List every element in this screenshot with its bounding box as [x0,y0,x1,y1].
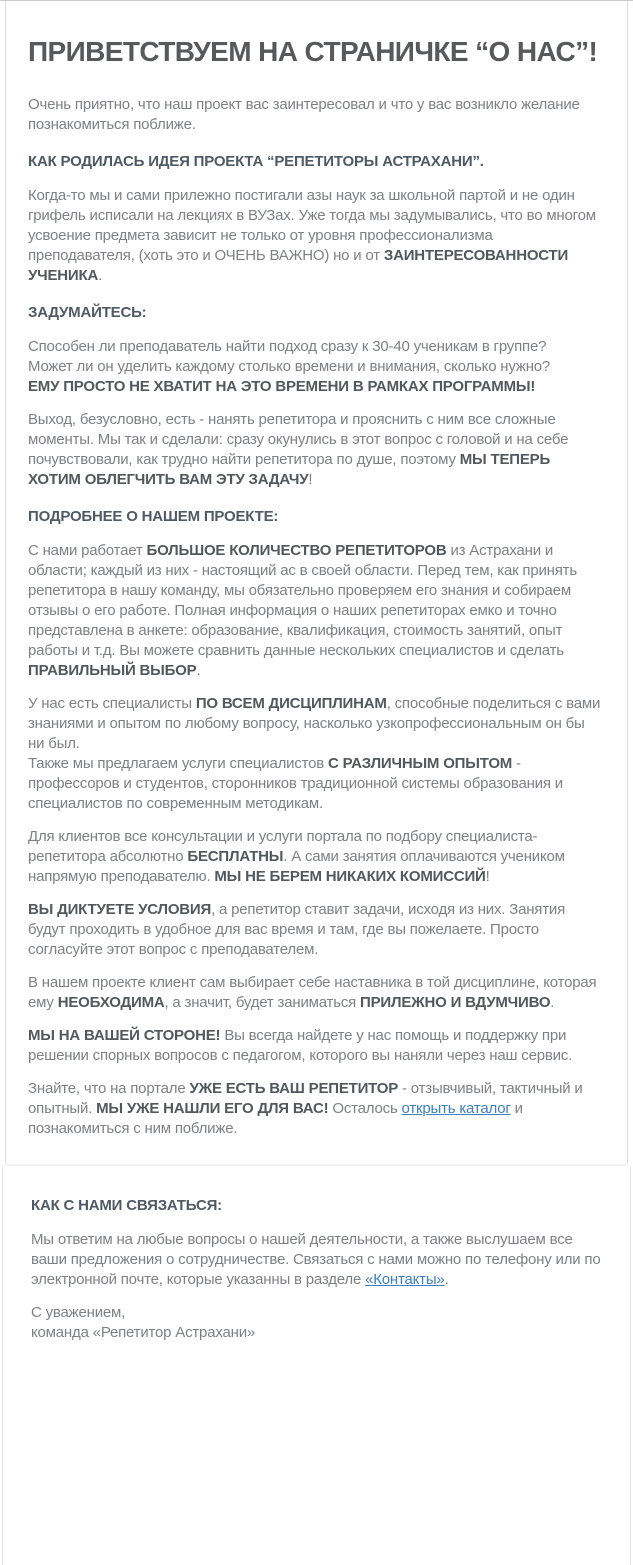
paragraph [28,186,601,286]
text-segment: . [196,662,201,679]
bold-text: ЗАИНТЕРЕСОВАННОСТИ УЧЕНИКА [28,247,569,284]
paragraph [28,1079,601,1139]
bold-text: МЫ ТЕПЕРЬ ХОТИМ ОБЛЕГЧИТЬ ВАМ ЭТУ ЗАДАЧУ [28,451,551,488]
bold-text: УЖЕ ЕСТЬ ВАШ РЕПЕТИТОР [189,1080,399,1097]
text-segment: КАК С НАМИ СВЯЗАТЬСЯ: [31,1197,222,1214]
text-segment: . [98,267,103,284]
bold-text: БОЛЬШОЕ КОЛИЧЕСТВО РЕПЕТИТОРОВ [146,542,447,559]
text-segment: Вы всегда найдете у нас помощь и поддержку при решении спорных вопросов с педагогом, которого вы наняли через наш сервис. [28,1027,573,1064]
text-segment: ЗАДУМАЙТЕСЬ: [28,304,147,321]
text-segment: . [444,1271,449,1288]
contact-content [31,1196,606,1343]
contacts-link[interactable]: «Контакты» [365,1271,445,1288]
text-segment: С нами работает [28,542,147,559]
text-segment: С уважением, [31,1304,126,1321]
text-segment: Знайте, что на портале [28,1080,190,1097]
text-segment: . А сами занятия оплачиваются учеником напрямую преподавателю. [28,848,565,885]
text-segment: , а репетитор ставит задачи, исходя из них. Занятия будут проходить в удобное для вас время и там, где вы пожелаете. Просто согласуйте этот вопрос с преподавателем. [28,901,566,958]
text-segment: ! [308,471,313,488]
text-segment: . [550,994,555,1011]
text-segment: Мы ответим на любые вопросы о нашей деятельности, а также выслушаем все ваши предложения о сотрудничестве. Связаться с нами можно по телефону или по электронной почте, которые указанны в разделе [31,1231,601,1288]
paragraph [28,973,601,1013]
text-segment: из Астрахани и области; каждый из них - настоящий ас в своей области. Перед тем, как принять репетитора в нашу команду, мы обязательно проверяем его знания и собираем отзывы о его работе. Полная информация о наших репетиторах емко и точно представлена в анкете: образование, квалификация, стоимость занятий, опыт работы и т.д. Вы можете сравнить данные нескольких специалистов и сделать [28,542,577,659]
contact-card [2,1165,631,1565]
text-segment: - профессоров и студентов, сторонников традиционной системы образования и специалистов по современным методикам. [28,755,563,812]
text-segment: Очень приятно, что наш проект вас заинтересовал и что у вас возникло желание познакомиться поближе. [28,96,580,133]
section-heading [28,152,601,172]
text-segment: ! [485,868,490,885]
bold-text: ПРИЛЕЖНО И ВДУМЧИВО [360,994,551,1011]
paragraph [28,900,601,960]
paragraph [28,694,601,814]
paragraph [31,1303,606,1343]
section-heading [28,507,601,527]
text-segment: У нас есть специалисты [28,695,196,712]
text-segment: , способные поделиться с вами знаниями и опытом по любому вопросу, насколько узкопрофессиональным он бы ни был. [28,695,601,752]
paragraph [28,827,601,887]
paragraph [28,337,601,397]
text-segment: КАК РОДИЛАСЬ ИДЕЯ ПРОЕКТА “РЕПЕТИТОРЫ АСТРАХАНИ”. [28,153,484,170]
bold-text: БЕСПЛАТНЫ [187,848,284,865]
text-segment: команда «Репетитор Астрахани» [31,1324,256,1341]
about-card [5,1,628,1165]
bold-text: С РАЗЛИЧНЫМ ОПЫТОМ [328,755,513,772]
text-segment: и познакомиться с ним поближе. [28,1100,523,1137]
text-segment: Также мы предлагаем услуги специалистов [28,755,329,772]
bold-text: НЕОБХОДИМА [57,994,165,1011]
bold-text: ВЫ ДИКТУЕТЕ УСЛОВИЯ [28,901,212,918]
bold-text: МЫ НА ВАШЕЙ СТОРОНЕ! [28,1027,221,1044]
about-content [28,95,601,1139]
text-segment: Осталось [328,1100,402,1117]
text-segment: Для клиентов все консультации и услуги портала по подбору специалиста-репетитора абсолютно [28,828,538,865]
open-catalog-link[interactable]: открыть каталог [401,1100,511,1117]
text-segment: , а значит, будет заниматься [164,994,361,1011]
text-segment: Может ли он уделить каждому столько времени и внимания, сколько нужно? [28,358,551,375]
text-segment: В нашем проекте клиент сам выбирает себе наставника в той дисциплине, которая ему [28,974,597,1011]
bold-text: ЕМУ ПРОСТО НЕ ХВАТИТ НА ЭТО ВРЕМЕНИ В РАМКАХ ПРОГРАММЫ! [28,378,536,395]
text-segment: - отзывчивый, тактичный и опытный. [28,1080,583,1117]
text-segment: Выход, безусловно, есть - нанять репетитора и прояснить с ним все сложные моменты. Мы так и сделали: сразу окунулись в этот вопрос с головой и на себе почувствовали, как трудно найти репетитора по душе, поэтому [28,411,569,468]
bold-text: МЫ УЖЕ НАШЛИ ЕГО ДЛЯ ВАС! [96,1100,329,1117]
text-segment: Когда-то мы и сами прилежно постигали азы наук за школьной партой и не один грифель исписали на лекциях в ВУЗах. Уже тогда мы задумывались, что во многом усвоение предмета зависит не только от уровня профессионализма преподавателя, (хоть это и ОЧЕНЬ ВАЖНО) но и от [28,187,596,264]
text-segment: ПОДРОБНЕЕ О НАШЕМ ПРОЕКТЕ: [28,508,279,525]
section-heading [28,303,601,323]
bold-text: ПО ВСЕМ ДИСЦИПЛИНАМ [195,695,387,712]
bold-text: МЫ НЕ БЕРЕМ НИКАКИХ КОМИССИЙ [214,868,486,885]
paragraph [28,1026,601,1066]
paragraph [31,1230,606,1290]
bold-text: ПРАВИЛЬНЫЙ ВЫБОР [28,662,197,679]
section-heading [31,1196,606,1216]
paragraph [28,95,601,135]
text-segment: Способен ли преподаватель найти подход сразу к 30-40 ученикам в группе? [28,338,547,355]
page-title: ПРИВЕТСТВУЕМ НА СТРАНИЧКЕ “О НАС”! [28,36,598,67]
paragraph [28,410,601,490]
paragraph [28,541,601,681]
